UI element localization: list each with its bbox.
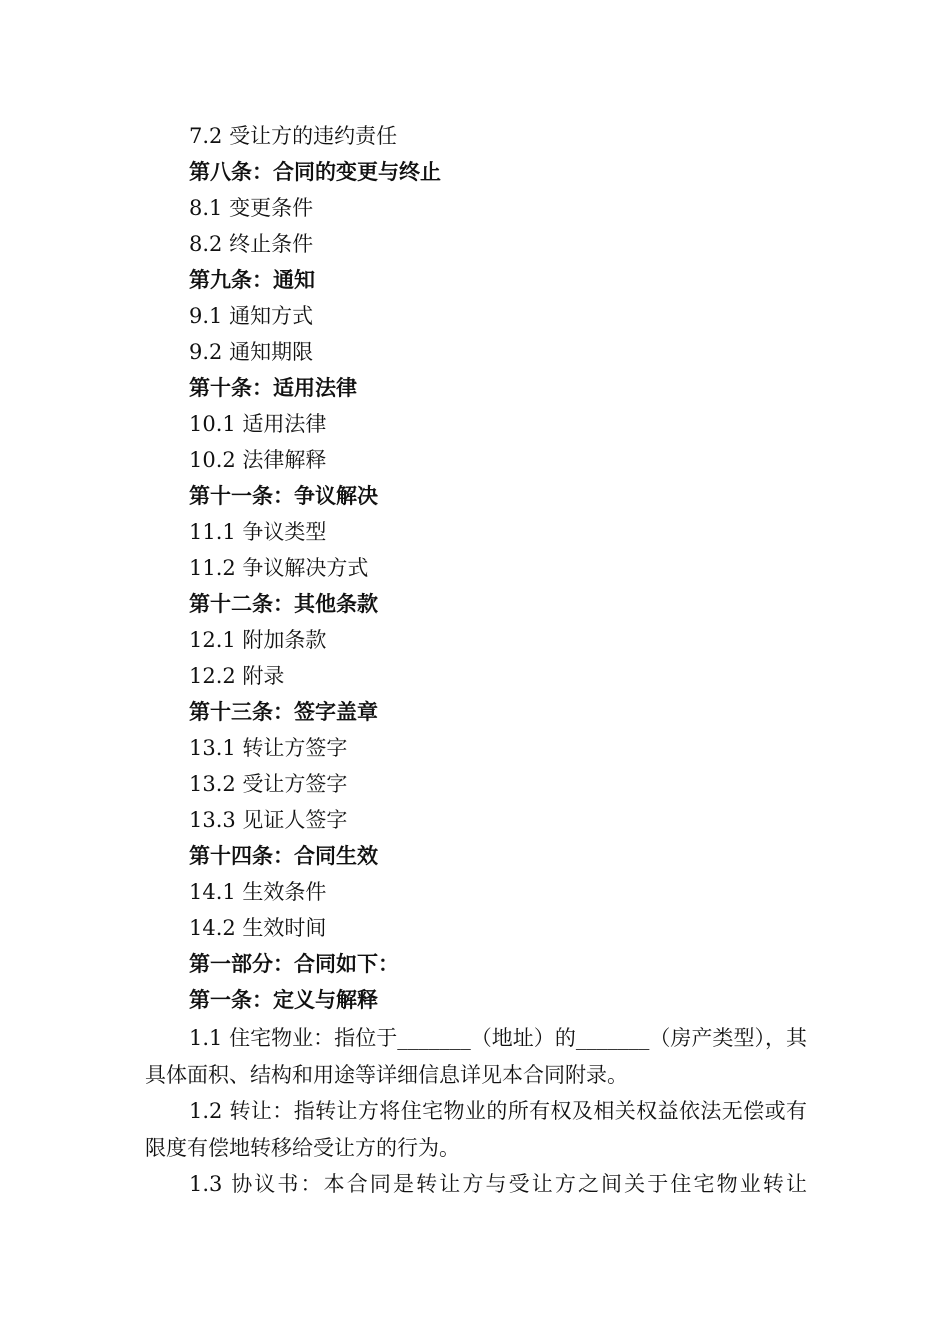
- toc-line: 13.2 受让方签字: [189, 772, 348, 796]
- toc-line: 7.2 受让方的违约责任: [189, 124, 398, 148]
- toc-line: 10.2 法律解释: [189, 448, 327, 472]
- clause-1-2-paragraph: 1.2 转让：指转让方将住宅物业的所有权及相关权益依法无偿或有限度有偿地转移给受让方的行为。: [145, 1099, 807, 1160]
- section-heading: 第十四条：合同生效: [189, 844, 378, 868]
- toc-line: 8.1 变更条件: [189, 196, 314, 220]
- part-heading: 第一部分：合同如下：: [189, 952, 399, 976]
- section-heading: 第一条：定义与解释: [189, 988, 378, 1012]
- section-heading: 第十三条：签字盖章: [189, 700, 378, 724]
- toc-line: 12.1 附加条款: [189, 628, 327, 652]
- toc-line: 13.3 见证人签字: [189, 808, 348, 832]
- toc-line: 14.2 生效时间: [189, 916, 327, 940]
- toc-line: 9.1 通知方式: [189, 304, 314, 328]
- section-heading: 第八条：合同的变更与终止: [189, 160, 441, 184]
- toc-line: 8.2 终止条件: [189, 232, 314, 256]
- toc-line: 11.2 争议解决方式: [189, 556, 369, 580]
- toc-line: 14.1 生效条件: [189, 880, 327, 904]
- section-heading: 第十条：适用法律: [189, 376, 357, 400]
- toc-line: 11.1 争议类型: [189, 520, 327, 544]
- section-heading: 第十二条：其他条款: [189, 592, 378, 616]
- toc-line: 13.1 转让方签字: [189, 736, 348, 760]
- section-heading: 第十一条：争议解决: [189, 484, 378, 508]
- clause-1-1-paragraph: 1.1 住宅物业：指位于_______（地址）的_______（房产类型），其具体面积、结构和用途等详细信息详见本合同附录。: [145, 1026, 807, 1087]
- toc-line: 9.2 通知期限: [189, 340, 314, 364]
- section-heading: 第九条：通知: [189, 268, 315, 292]
- toc-line: 12.2 附录: [189, 664, 285, 688]
- toc-line: 10.1 适用法律: [189, 412, 327, 436]
- clause-1-3-paragraph: 1.3 协议书：本合同是转让方与受让方之间关于住宅物业转让: [189, 1172, 807, 1196]
